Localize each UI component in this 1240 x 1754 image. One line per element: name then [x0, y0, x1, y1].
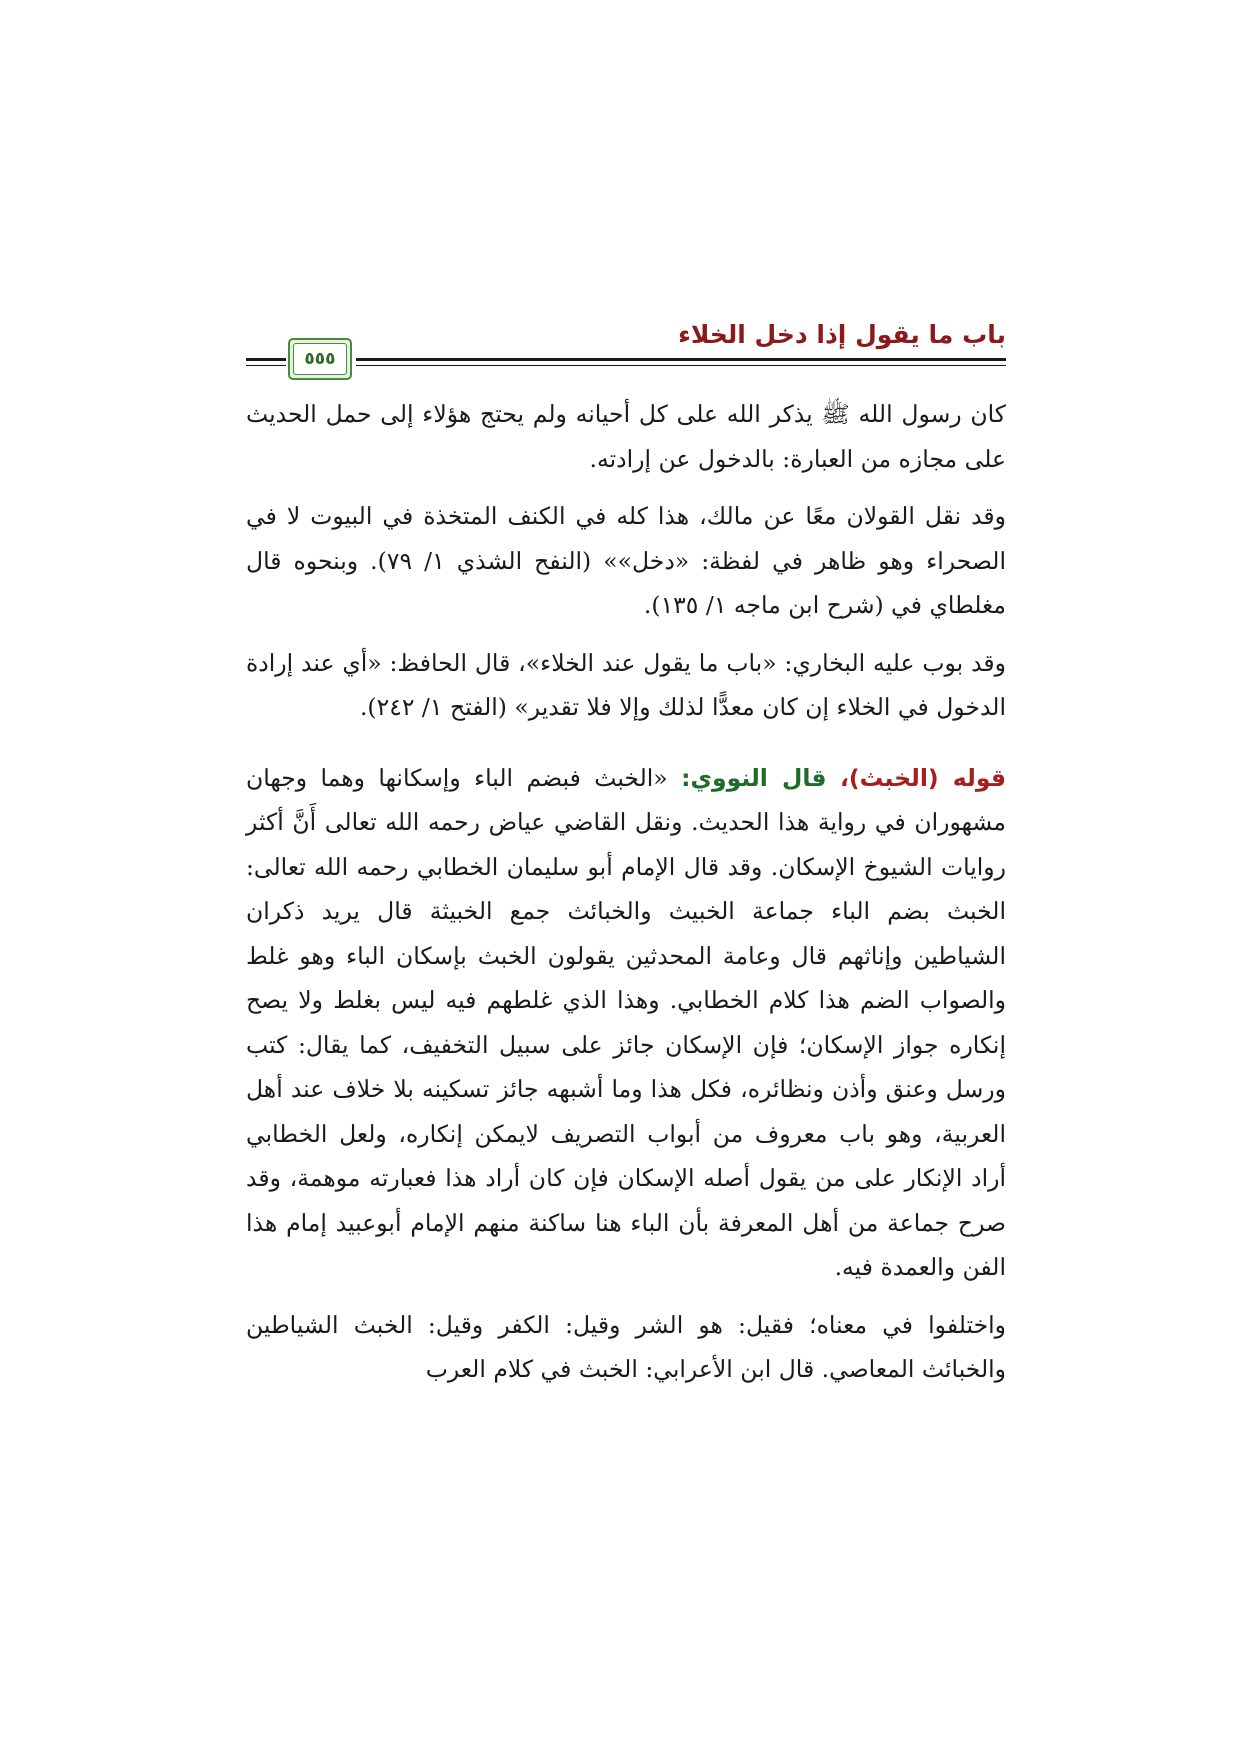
chapter-title: باب ما يقول إذا دخل الخلاء — [678, 320, 1006, 349]
paragraph-2: وقد نقل القولان معًا عن مالك، هذا كله في الكنف المتخذة في البيوت لا في الصحراء وهو ظاهر في لفظة: «دخل»» (النفح الشذي ١/ ٧٩). وبنحوه قال مغلطاي في (شرح ابن ماجه ١/ ١٣٥). — [246, 502, 1006, 619]
paragraph-4 — [246, 756, 1006, 1290]
header-rule-left — [246, 358, 286, 366]
page-body — [246, 392, 1006, 1405]
source-label: قال النووي: — [681, 763, 827, 792]
page-number: ٥٥٥ — [293, 343, 347, 375]
paragraph-3: وقد بوب عليه البخاري: «باب ما يقول عند الخلاء»، قال الحافظ: «أي عند إرادة الدخول في الخلاء إن كان معدًّا لذلك وإلا فلا تقدير» (الفتح ١/ ٢٤٢). — [246, 648, 1006, 721]
paragraph-4-text: «الخبث فبضم الباء وإسكانها وهما وجهان مشهوران في رواية هذا الحديث. ونقل القاضي عياض رحمه الله تعالى أَنَّ أكثر روايات الشيوخ الإسكان. وقد قال الإمام أبو سليمان الخطابي رحمه الله تعالى: الخبث بضم الباء جماعة الخبيث والخبائث جمع الخبيثة قال يريد ذكران الشياطين وإناثهم قال وعامة المحدثين يقولون الخبث بإسكان الباء وهو غلط والصواب الضم هذا كلام الخطابي. وهذا الذي غلطهم فيه ليس بغلط ولا يصح إنكاره جواز الإسكان؛ فإن الإسكان جائز على سبيل التخفيف، كما يقال: كتب ورسل وعنق وأذن ونظائره، فكل هذا وما أشبهه جائز تسكينه بلا خلاف عند أهل العربية، وهو باب معروف من أبواب التصريف لايمكن إنكاره، ولعل الخطابي أراد الإنكار على من يقول أصله الإسكان فإن كان أراد هذا فعبارته موهمة، وقد صرح جماعة من أهل المعرفة بأن الباء هنا ساكنة منهم الإمام أبوعبيد إمام هذا الفن والعمدة فيه. — [246, 763, 1006, 1281]
page-number-badge — [288, 338, 352, 380]
quote-label: قوله (الخبث)، — [839, 763, 1006, 792]
paragraph-5: واختلفوا في معناه؛ فقيل: هو الشر وقيل: الكفر وقيل: الخبث الشياطين والخبائث المعاصي. قال ابن الأعرابي: الخبث في كلام العرب — [246, 1310, 1006, 1383]
header-rule-right — [356, 358, 1006, 366]
page-header — [246, 300, 1006, 380]
paragraph-1: كان رسول الله ﷺ يذكر الله على كل أحيانه ولم يحتج هؤلاء إلى حمل الحديث على مجازه من العبارة: بالدخول عن إرادته. — [246, 400, 1006, 473]
